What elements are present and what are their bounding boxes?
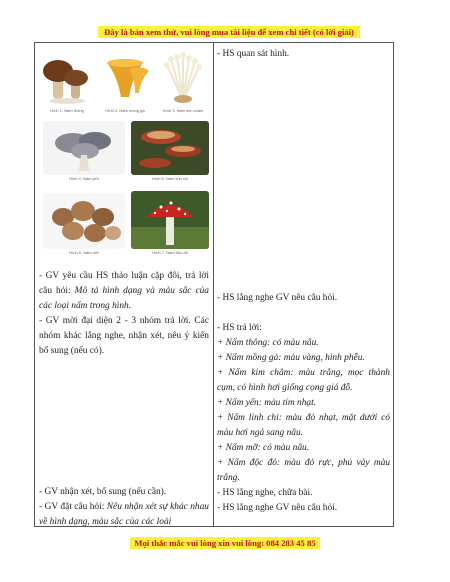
column-divider [213, 43, 214, 526]
figure-caption: Hình 4. Nấm yến [68, 176, 99, 181]
student-answers [217, 321, 390, 516]
figure-1 [41, 49, 93, 113]
teacher-instruction: - GV yêu cầu HS thảo luận cặp đôi, trả lời câu hỏi: [39, 271, 209, 296]
answer-item: + Nấm độc đỏ: màu đỏ rực, phủ vảy màu trắng. [217, 458, 390, 483]
student-response-4: - HS lắng nghe GV nêu câu hỏi. [217, 503, 338, 513]
mushroom-image-2 [99, 49, 151, 107]
mushroom-image-5 [131, 121, 209, 175]
teacher-question-2: Nêu nhận xét sự khác nhau về hình dạng, màu sắc của các loài [39, 502, 209, 527]
figure-caption: Hình 1. Nấm thông [50, 108, 84, 113]
figure-caption: Hình 7. Nấm độc đỏ [152, 250, 188, 255]
figure-caption: Hình 3. Nấm kim châm [162, 108, 204, 113]
figure-caption: Hình 5. Nấm linh chi [151, 176, 188, 181]
mushroom-figures [39, 47, 209, 269]
preview-banner: Đây là bản xem thử, vui lòng mua tài liệu để xem chi tiết (có lời giải) [98, 26, 360, 38]
teacher-feedback: - GV nhận xét, bổ sung (nếu cần). [39, 487, 167, 497]
lesson-table [34, 42, 394, 527]
student-answer-intro: - HS trả lời: [217, 323, 262, 333]
contact-banner: Mọi thắc mắc vui lòng xin vui lòng: 084 283 45 85 [130, 537, 320, 549]
teacher-activity-1 [39, 269, 209, 359]
teacher-activity-2 [39, 485, 209, 530]
student-listen [217, 291, 390, 306]
figure-6 [43, 193, 125, 255]
student-response-3: - HS lắng nghe, chữa bài. [217, 488, 313, 498]
answer-item: + Nấm kim châm: màu trắng, mọc thành cụm, có hình hơi giống cọng giá đỗ. [217, 368, 390, 393]
teacher-instruction-3: - GV đặt câu hỏi: [39, 502, 107, 512]
figure-caption: Hình 2. Nấm mồng gà [105, 108, 145, 113]
answer-item: + Nấm mỡ: có màu nâu. [217, 443, 310, 453]
mushroom-image-1 [41, 49, 93, 107]
mushroom-image-6 [43, 193, 125, 249]
teacher-question: Mô tả hình dạng và màu sắc của các loại nấm trong hình. [39, 286, 209, 311]
figure-7 [131, 191, 209, 255]
mushroom-image-7 [131, 191, 209, 249]
figure-4 [43, 121, 125, 181]
teacher-instruction-2: - GV mời đại diện 2 - 3 nhóm trả lời. Các nhóm khác lắng nghe, nhận xét, nêu ý kiến bổ sung (nếu có). [39, 316, 209, 356]
student-response-2: - HS lắng nghe GV nêu câu hỏi. [217, 293, 338, 303]
answer-item: + Nấm mồng gà: màu vàng, hình phễu. [217, 353, 365, 363]
mushroom-image-4 [43, 121, 125, 175]
figure-5 [131, 121, 209, 181]
figure-2 [99, 49, 151, 113]
student-response-1: - HS quan sát hình. [217, 49, 290, 59]
student-observe [217, 47, 390, 62]
figure-3 [157, 49, 209, 113]
mushroom-image-3 [157, 49, 209, 107]
figure-caption: Hình 6. Nấm mỡ [69, 250, 99, 255]
answer-item: + Nấm yến: màu tím nhạt. [217, 398, 317, 408]
answer-item: + Nấm thông: có màu nâu. [217, 338, 319, 348]
answer-item: + Nấm linh chi: màu đỏ nhạt, mặt dưới có màu hơi ngả sang nâu. [217, 413, 390, 438]
